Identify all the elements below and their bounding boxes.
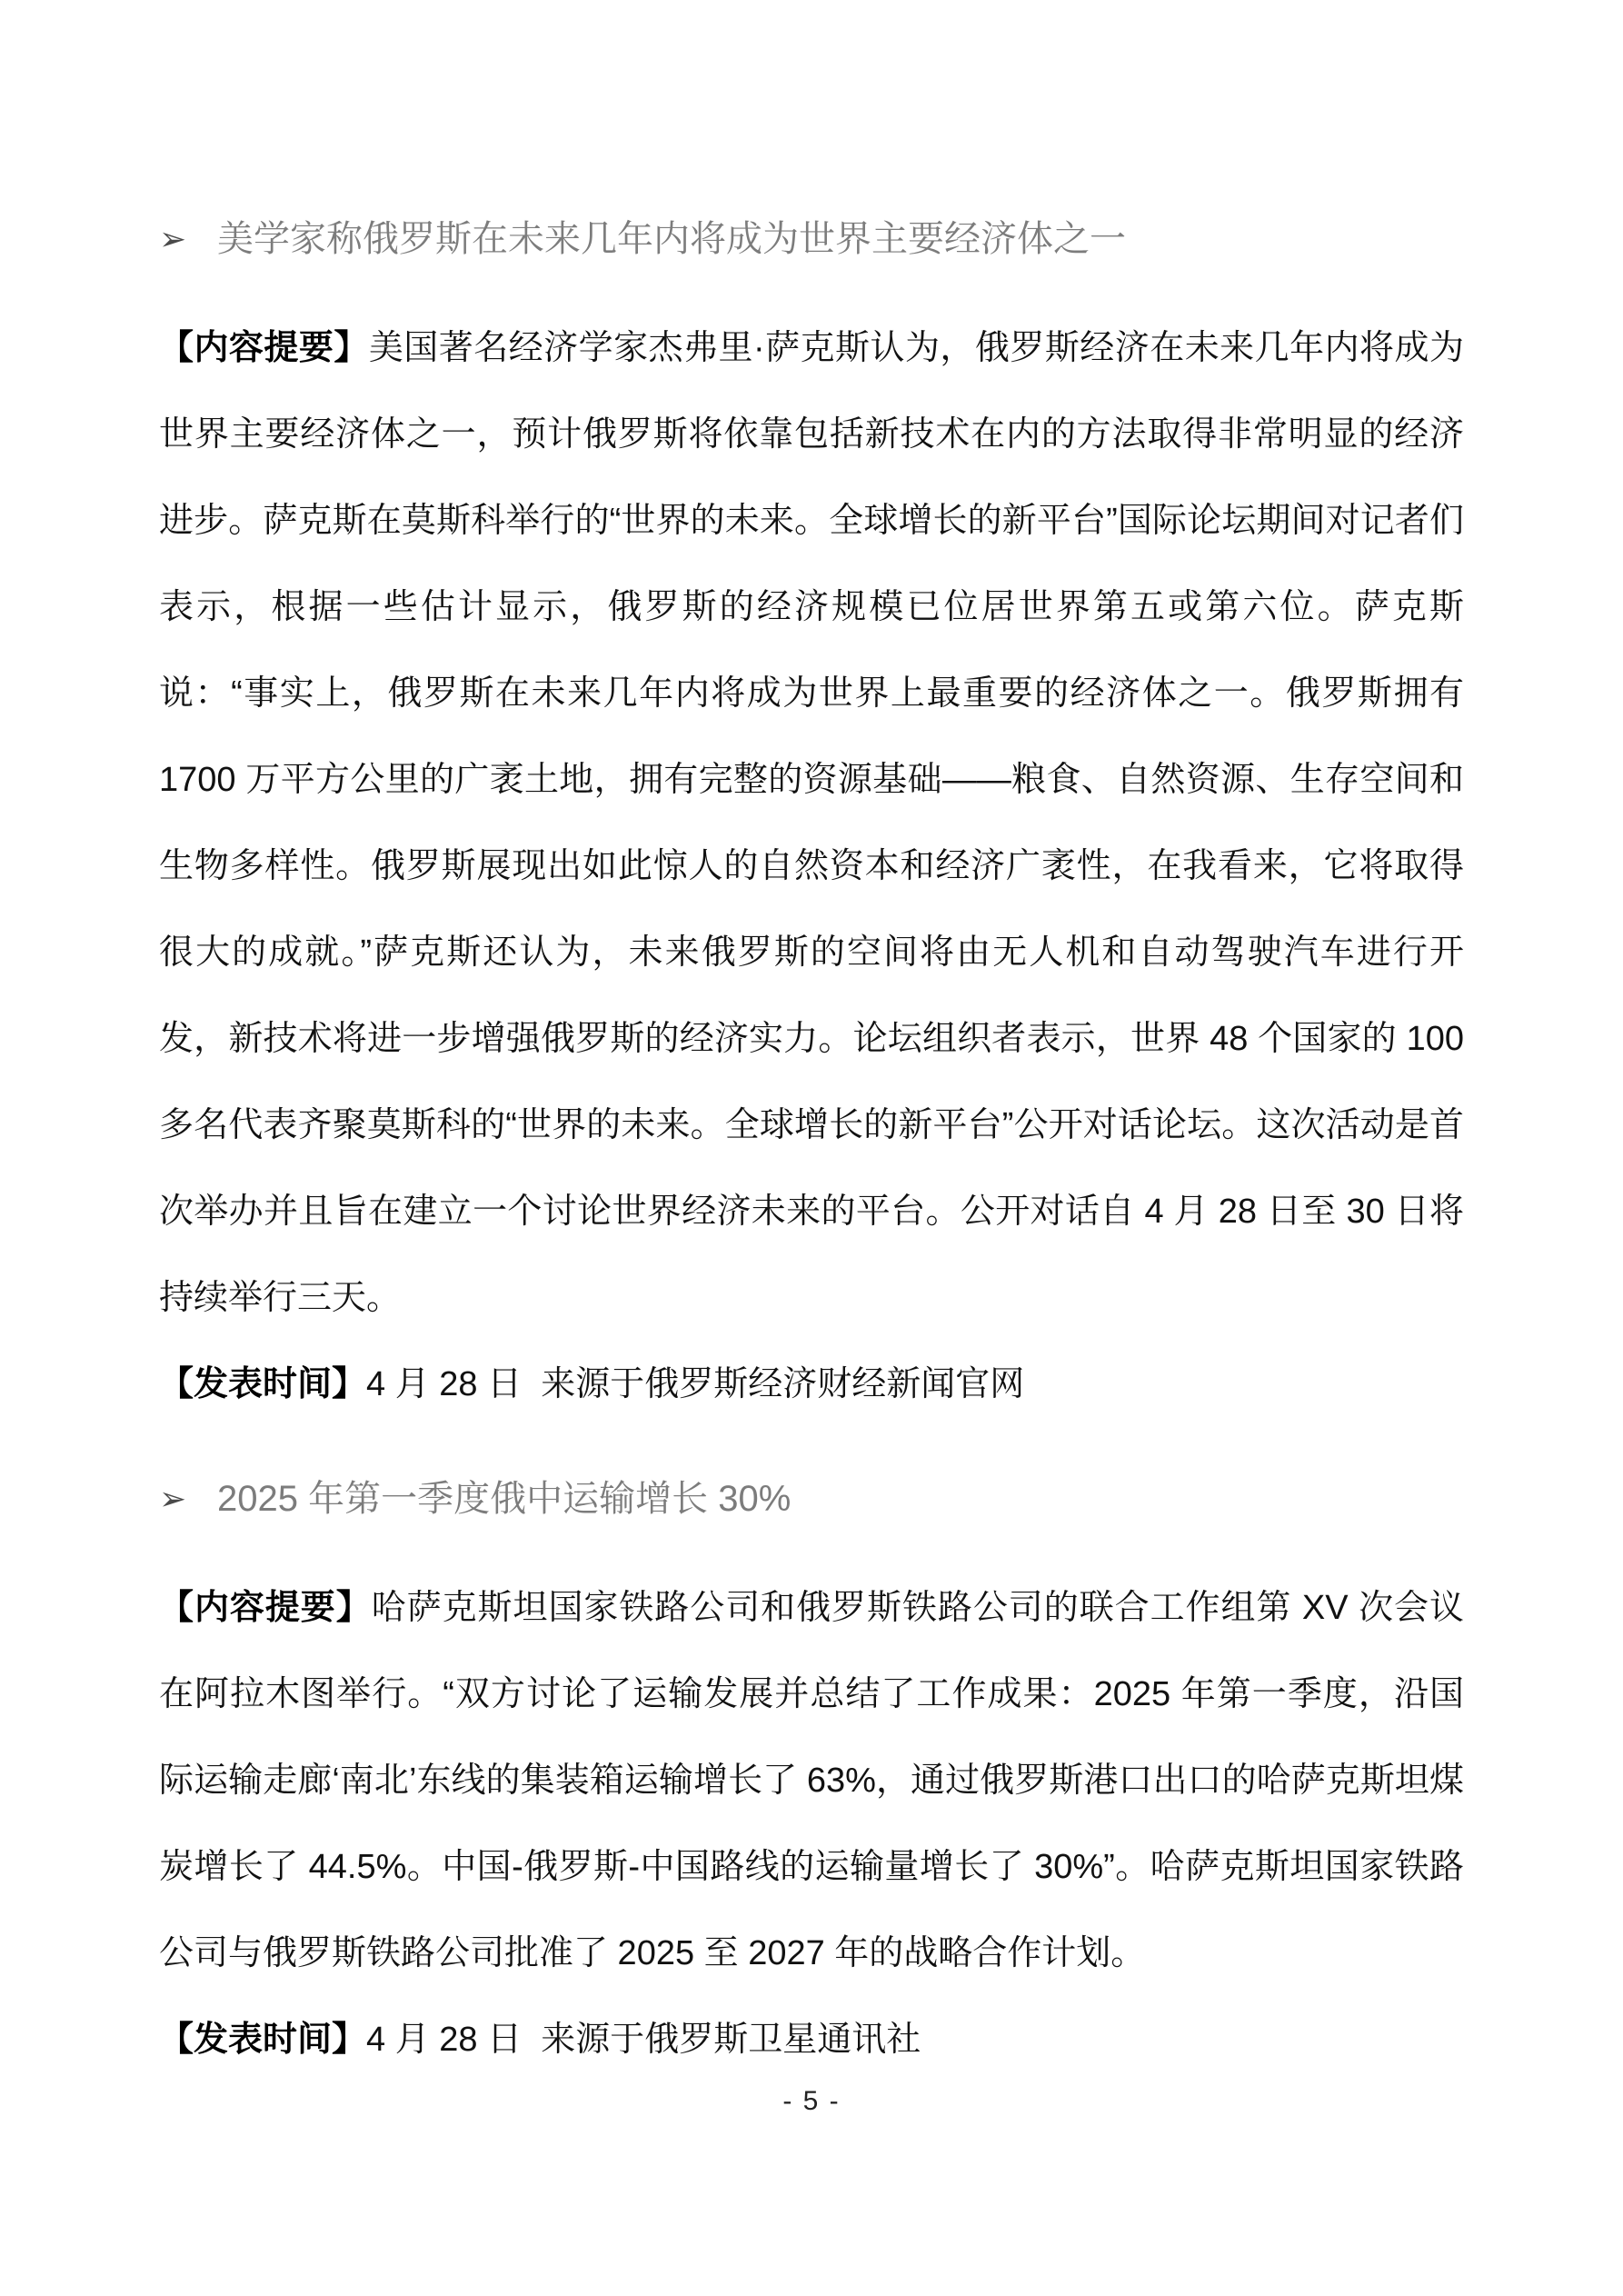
arrow-bullet-icon: ➢	[159, 220, 187, 257]
publish-line	[159, 1997, 1464, 2083]
summary-label: 【内容提要】	[159, 329, 369, 367]
publish-label: 【发表时间】	[159, 1365, 367, 1403]
summary-paragraph	[159, 1565, 1464, 1997]
section-title-text: 美学家称俄罗斯在未来几年内将成为世界主要经济体之一	[217, 219, 1126, 259]
summary-paragraph	[159, 305, 1464, 1342]
publish-text: 4 月 28 日 来源于俄罗斯经济财经新闻官网	[366, 1365, 1025, 1403]
summary-text: 美国著名经济学家杰弗里·萨克斯认为，俄罗斯经济在未来几年内将成为世界主要经济体之一，预计俄罗斯将依靠包括新技术在内的方法取得非常明显的经济进步。萨克斯在莫斯科举行的“世界的未来。全球增长的新平台”国际论坛期间对记者们表示，根据一些估计显示，俄罗斯的经济规模已位居世界第五或第六位。萨克斯说：“事实上，俄罗斯在未来几年内将成为世界上最重要的经济体之一。俄罗斯拥有 1700 万平方公里的广袤土地，拥有完整的资源基础——粮食、自然资源、生存空间和生物多样性。俄罗斯展现出如此惊人的自然资本和经济广袤性，在我看来，它将取得很大的成就。”萨克斯还认为，未来俄罗斯的空间将由无人机和自动驾驶汽车进行开发，新技术将进一步增强俄罗斯的经济实力。论坛组织者表示，世界 48 个国家的 100 多名代表齐聚莫斯科的“世界的未来。全球增长的新平台”公开对话论坛。这次活动是首次举办并且旨在建立一个讨论世界经济未来的平台。公开对话自 4 月 28 日至 30 日将持续举行三天。	[159, 329, 1465, 1317]
news-section	[159, 214, 1464, 1428]
page-content	[159, 214, 1464, 2083]
news-section	[159, 1473, 1464, 2083]
section-title	[159, 1473, 1464, 1524]
publish-line	[159, 1342, 1464, 1428]
arrow-bullet-icon: ➢	[159, 1480, 187, 1517]
summary-text: 哈萨克斯坦国家铁路公司和俄罗斯铁路公司的联合工作组第 XV 次会议在阿拉木图举行。“双方讨论了运输发展并总结了工作成果：2025 年第一季度，沿国际运输走廊‘南北’东线的集装箱运输增长了 63%，通过俄罗斯港口出口的哈萨克斯坦煤炭增长了 44.5%。中国-俄罗斯-中国路线的运输量增长了 30%”。哈萨克斯坦国家铁路公司与俄罗斯铁路公司批准了 2025 至 2027 年的战略合作计划。	[159, 1589, 1464, 1972]
publish-text: 4 月 28 日 来源于俄罗斯卫星通讯社	[366, 2021, 921, 2059]
summary-label: 【内容提要】	[159, 1589, 372, 1627]
page-number: - 5 -	[782, 2086, 841, 2116]
section-title-text: 2025 年第一季度俄中运输增长 30%	[217, 1479, 792, 1519]
publish-label: 【发表时间】	[159, 2021, 367, 2059]
section-title	[159, 214, 1464, 265]
section-divider-space	[159, 1428, 1464, 1473]
